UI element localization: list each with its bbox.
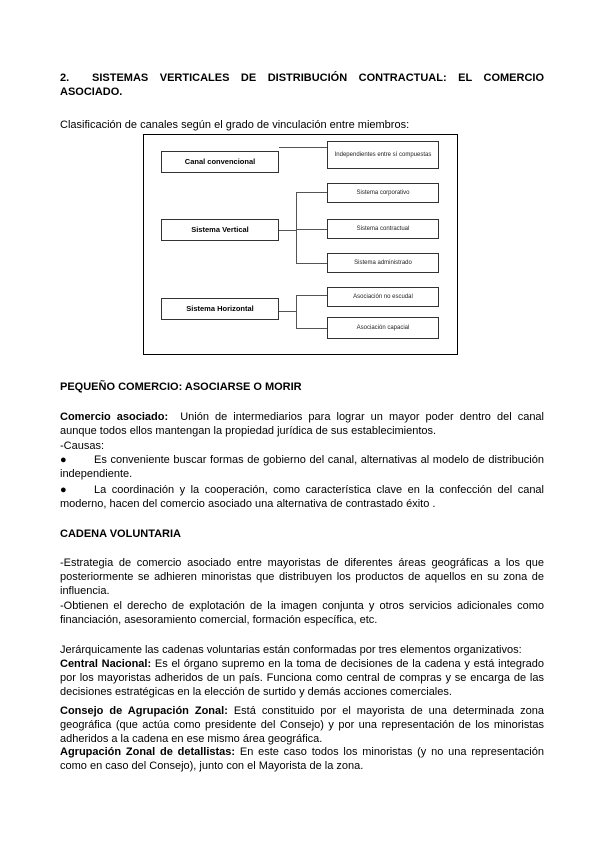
connector-line	[279, 147, 327, 148]
connector-line	[296, 192, 327, 193]
connector-line	[296, 192, 297, 264]
section1-title: PEQUEÑO COMERCIO: ASOCIARSE O MORIR	[60, 381, 302, 393]
element-text: Está constituido por el mayorista de una determinada zona geográfica (que actúa como presidente del Consejo) y por una representación de los minoristas adheridos a la cadena en ese mismo área geográfica.	[60, 705, 544, 745]
element-text: Es el órgano supremo en la toma de decisiones de la cadena y está integrado por los mayoristas adheridos de un país. Funciona como central de compras y se encarga de las decisiones estratégicas en la elección de surtido y demás acciones comerciales.	[60, 658, 544, 698]
box-sistema-horizontal: Sistema Horizontal	[161, 298, 279, 320]
connector-line	[296, 263, 327, 264]
bullet-text: Es conveniente buscar formas de gobierno del canal, alternativas al modelo de distribución independiente.	[60, 454, 544, 480]
element-label: Central Nacional:	[60, 658, 152, 670]
organizational-element	[60, 704, 544, 746]
bullet-icon: ●	[60, 454, 67, 466]
section2-paragraph: Jerárquicamente las cadenas voluntarias están conformadas por tres elementos organizativos:	[60, 644, 522, 656]
bullet-text: La coordinación y la cooperación, como característica clave en la confección del canal moderno, hacen del comercio asociado una alternativa de contrastado éxito .	[60, 484, 544, 510]
box-asociacion-no-escudal: Asociación no escudal	[327, 287, 439, 307]
section2-title: CADENA VOLUNTARIA	[60, 528, 181, 540]
box-sistema-vertical: Sistema Vertical	[161, 219, 279, 241]
organizational-element	[60, 745, 544, 773]
bullet-item	[60, 453, 544, 481]
element-label: Consejo de Agrupación Zonal:	[60, 705, 228, 717]
causes-label: -Causas:	[60, 440, 105, 452]
definition-label: Comercio asociado:	[60, 411, 169, 423]
intro-text: Clasificación de canales según el grado de vinculación entre miembros:	[60, 119, 410, 131]
heading-text: SISTEMAS VERTICALES DE DISTRIBUCIÓN CONTRACTUAL: EL COMERCIO ASOCIADO.	[60, 72, 544, 98]
element-text: En este caso todos los minoristas (y no una representación como en caso del Consejo), junto con el Mayorista de la zona.	[60, 746, 544, 772]
connector-line	[296, 328, 327, 329]
connector-line	[296, 295, 297, 328]
heading-number: 2.	[60, 72, 70, 84]
organizational-element	[60, 657, 544, 699]
connector-line	[296, 295, 327, 296]
channel-classification-diagram	[143, 134, 458, 355]
box-asociacion-capacial: Asociación capacial	[327, 317, 439, 339]
section2-paragraph: -Obtienen el derecho de explotación de la imagen conjunta y otros servicios adicionales como financiación, asesoramiento comercial, formación específica, etc.	[60, 600, 544, 626]
bullet-item	[60, 483, 544, 511]
element-label: Agrupación Zonal de detallistas:	[60, 746, 236, 758]
box-sistema-corporativo: Sistema corporativo	[327, 183, 439, 203]
box-sistema-contractual: Sistema contractual	[327, 219, 439, 239]
box-sistema-administrado: Sistema administrado	[327, 253, 439, 273]
connector-line	[296, 229, 327, 230]
box-canal-convencional: Canal convencional	[161, 151, 279, 173]
section1-definition	[60, 410, 544, 438]
section-heading	[60, 71, 544, 99]
definition-text: Unión de intermediarios para lograr un mayor poder dentro del canal aunque todos ellos mantengan la propiedad jurídica de sus establecimientos.	[60, 411, 544, 437]
connector-line	[279, 230, 296, 231]
bullet-icon: ●	[60, 484, 67, 496]
section2-paragraph: -Estrategia de comercio asociado entre mayoristas de diferentes áreas geográficas a los que posteriormente se adhieren minoristas que distribuyen los productos de aquellos en su zona de influencia.	[60, 557, 544, 597]
connector-line	[279, 311, 296, 312]
box-independientes: Independientes entre sí compuestas	[327, 141, 439, 169]
